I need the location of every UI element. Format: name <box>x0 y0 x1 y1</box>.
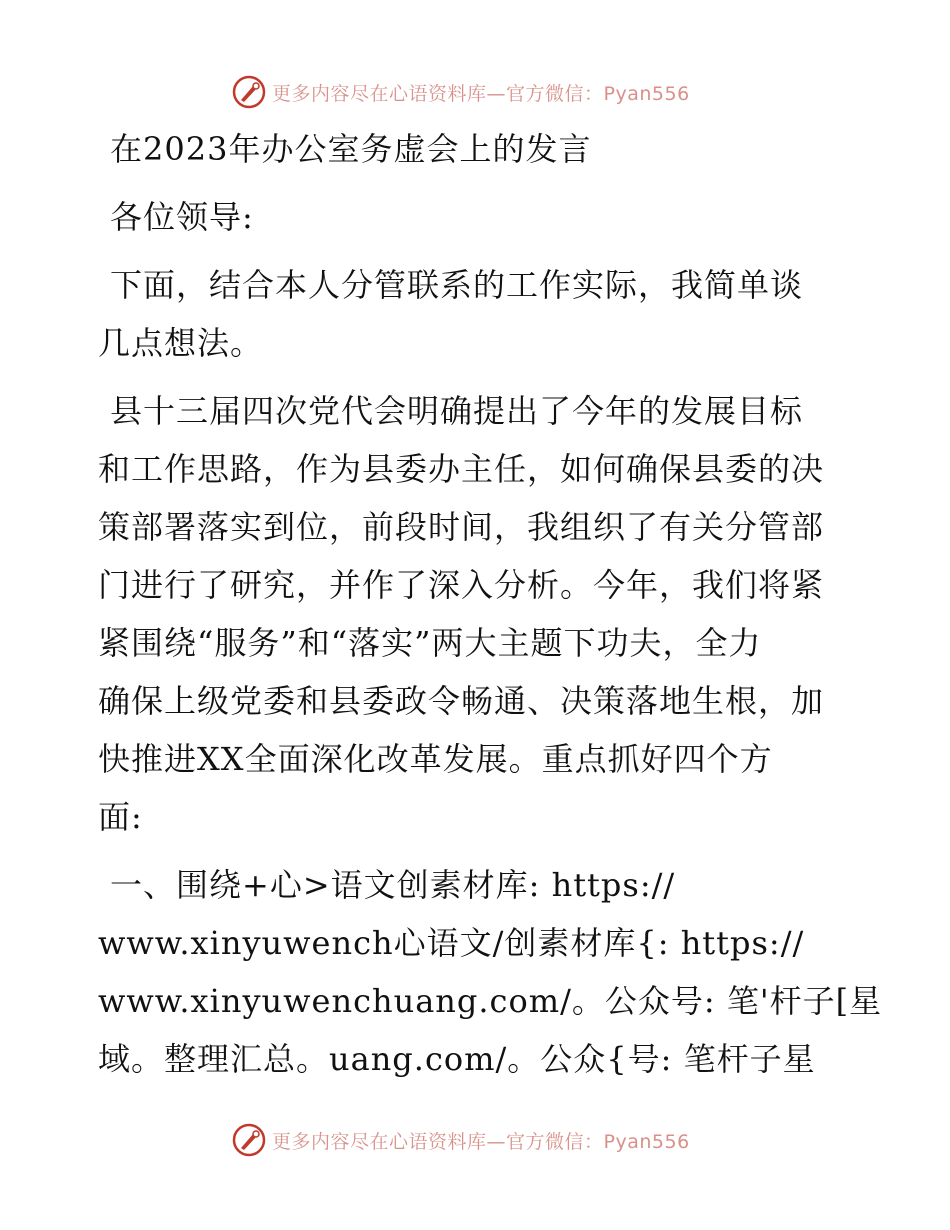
paragraph-2 <box>98 382 868 846</box>
text-line: 和工作思路，作为县委办主任，如何确保县委的决 <box>98 450 825 488</box>
watermark-banner-bottom <box>232 1120 690 1160</box>
text-line: 紧围绕“服务”和“落实”两大主题下功夫，全力 <box>98 624 762 662</box>
text-line: www.xinyuwench心语文/创素材库{: https:// <box>98 924 805 962</box>
watermark-banner-top <box>232 72 690 112</box>
document-title: 在2023年办公室务虚会上的发言 <box>110 130 592 168</box>
salutation: 各位领导: <box>110 198 254 236</box>
text-line: www.xinyuwenchuang.com/。公众号: 笔'杆子[星 <box>98 982 883 1020</box>
logo-icon <box>232 1123 266 1157</box>
text-line: 门进行了研究，并作了深入分析。今年，我们将紧 <box>98 566 825 604</box>
text-line: 策部署落实到位，前段时间，我组织了有关分管部 <box>98 508 825 546</box>
text-line: 确保上级党委和县委政令畅通、决策落地生根，加 <box>98 682 825 720</box>
text-line: 下面，结合本人分管联系的工作实际，我简单谈 <box>110 266 804 304</box>
document-body <box>98 120 883 1088</box>
text-line: 一、围绕+心>语文创素材库: https:// <box>110 866 676 904</box>
watermark-text: 更多内容尽在心语资料库—官方微信：Pyan556 <box>272 82 690 105</box>
watermark-text: 更多内容尽在心语资料库—官方微信：Pyan556 <box>272 1130 690 1153</box>
paragraph-3 <box>98 856 883 1088</box>
logo-icon <box>232 75 266 109</box>
text-line: 面: <box>98 798 143 836</box>
paragraph-1 <box>98 256 868 372</box>
text-line: 域。整理汇总。uang.com/。公众{号: 笔杆子星 <box>98 1040 816 1078</box>
text-line: 县十三届四次党代会明确提出了今年的发展目标 <box>110 392 804 430</box>
text-line: 几点想法。 <box>98 324 264 362</box>
text-line: 快推进XX全面深化改革发展。重点抓好四个方 <box>98 740 773 778</box>
